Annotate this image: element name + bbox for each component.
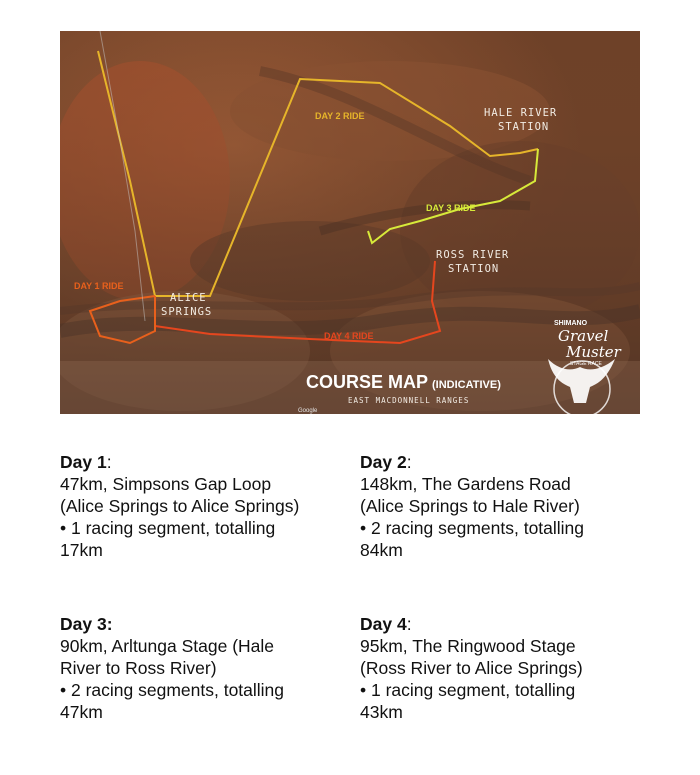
day4-ride-label: DAY 4 RIDE xyxy=(324,331,374,341)
svg-text:Gravel: Gravel xyxy=(558,327,609,345)
day-3-line-2: River to Ross River) xyxy=(60,658,217,678)
day-2-info: Day 2: 148km, The Gardens Road (Alice Springs to Hale River) • 2 racing segments, totalling 84km xyxy=(360,451,660,561)
day-4-line-3: • 1 racing segment, totalling xyxy=(360,680,576,700)
day-3-line-1: 90km, Arltunga Stage (Hale xyxy=(60,636,275,656)
day-2-line-1: 148km, The Gardens Road xyxy=(360,474,571,494)
day3-ride-label: DAY 3 RIDE xyxy=(426,203,476,213)
day-1-line-1: 47km, Simpsons Gap Loop xyxy=(60,474,272,494)
svg-text:SHIMANO: SHIMANO xyxy=(554,320,588,327)
map-subtitle: EAST MACDONNELL RANGES xyxy=(348,396,470,405)
day-2-heading: Day 2 xyxy=(360,452,407,472)
ross-river-label-1: ROSS RIVER xyxy=(436,249,510,261)
day-1-line-3: • 1 racing segment, totalling xyxy=(60,518,276,538)
map-attribution: Google xyxy=(298,408,318,414)
day-3-info xyxy=(60,613,360,723)
alice-springs-label-2: SPRINGS xyxy=(161,306,213,318)
hale-river-label-2: STATION xyxy=(498,121,550,133)
day-1-line-4: 17km xyxy=(60,540,103,560)
day-1-info: Day 1: 47km, Simpsons Gap Loop (Alice Springs to Alice Springs) • 1 racing segment, totalling 17km xyxy=(60,451,360,561)
alice-springs-label-1: ALICE xyxy=(170,292,207,304)
svg-text:STAGE RACE: STAGE RACE xyxy=(570,361,602,367)
day-3-line-4: 47km xyxy=(60,702,103,722)
day-2-line-3: • 2 racing segments, totalling xyxy=(360,518,585,538)
course-map-image xyxy=(60,31,640,414)
day2-ride-label: DAY 2 RIDE xyxy=(315,111,365,121)
map-title: COURSE MAP (INDICATIVE) xyxy=(306,372,501,392)
day-4-line-4: 43km xyxy=(360,702,403,722)
day-2-line-4: 84km xyxy=(360,540,403,560)
day-4-info: Day 4: 95km, The Ringwood Stage (Ross River to Alice Springs) • 1 racing segment, totalling 43km xyxy=(360,613,660,723)
day-3-heading: Day 3: xyxy=(60,614,113,634)
day-4-line-1: 95km, The Ringwood Stage xyxy=(360,636,576,656)
day-1-line-2: (Alice Springs to Alice Springs) xyxy=(60,496,300,516)
day1-ride-label: DAY 1 RIDE xyxy=(74,281,124,291)
day-3-line-3: • 2 racing segments, totalling xyxy=(60,680,285,700)
day-4-line-2: (Ross River to Alice Springs) xyxy=(360,658,583,678)
day-4-heading: Day 4 xyxy=(360,614,407,634)
course-map-svg xyxy=(60,31,640,414)
day-1-heading: Day 1 xyxy=(60,452,107,472)
ross-river-label-2: STATION xyxy=(448,263,500,275)
day-2-line-2: (Alice Springs to Hale River) xyxy=(360,496,580,516)
svg-text:Muster: Muster xyxy=(566,343,621,361)
hale-river-label-1: HALE RIVER xyxy=(484,107,558,119)
